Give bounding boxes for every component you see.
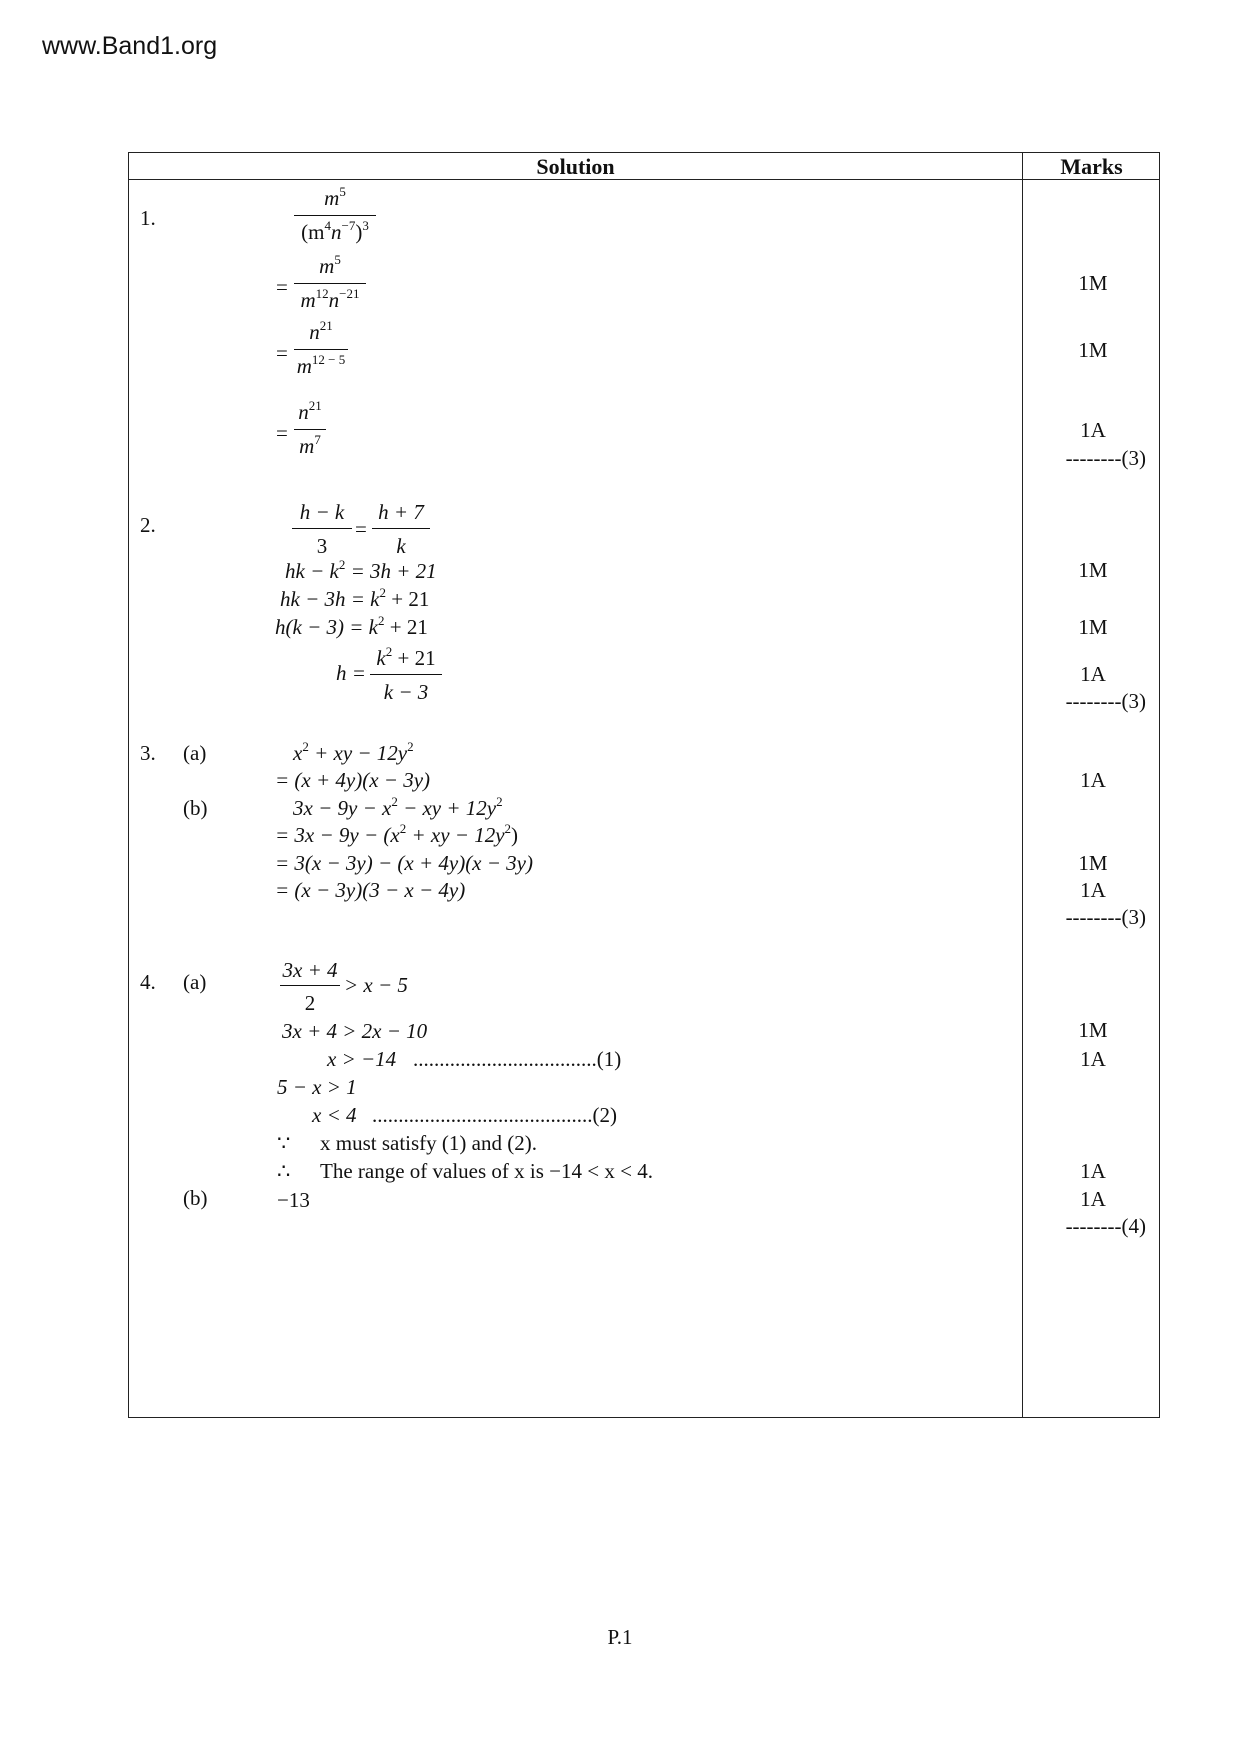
q3-b-line4: = (x − 3y)(3 − x − 4y): [275, 878, 466, 902]
q4-mark-4: 1A: [1080, 1187, 1106, 1211]
marks-header: Marks: [1060, 154, 1123, 179]
q4-line3: x > −14: [327, 1047, 397, 1071]
q1-equals-3: =: [276, 421, 288, 445]
q2-mark-1: 1M: [1078, 558, 1108, 582]
q3-mark-2: 1M: [1078, 851, 1108, 875]
q4-number: 4.: [140, 970, 156, 994]
q2-equals: =: [355, 517, 367, 541]
q4-line5-ref: ..........................................(2): [372, 1103, 617, 1127]
q4-line3-ref: ...................................(1): [413, 1047, 622, 1071]
q2-rhs-fraction: h + 7 k: [372, 500, 430, 560]
q3-part-a: (a): [183, 741, 207, 765]
q1-mark-1: 1M: [1078, 271, 1108, 295]
q2-line2: hk − $k^2 = 3h + 21$: [285, 557, 437, 583]
q4-b-answer: −13: [277, 1188, 310, 1212]
q1-equals-1: =: [276, 275, 288, 299]
q2-number: 2.: [140, 513, 156, 537]
q4-total: --------(4): [1065, 1214, 1146, 1238]
q1-line1-fraction: $m^5$ $(m^4n^{-7})^3$: [294, 186, 376, 250]
q2-line5-lhs: h =: [336, 661, 366, 685]
q1-total: --------(3): [1065, 446, 1146, 470]
q1-mark-2: 1M: [1078, 338, 1108, 362]
q3-part-b: (b): [183, 796, 208, 820]
table-header: [129, 153, 1159, 180]
q3-mark-1: 1A: [1080, 768, 1106, 792]
q1-equals-2: =: [276, 341, 288, 365]
therefore-symbol: ∴: [277, 1159, 291, 1183]
q1-line3-fraction: $n^{21}$ $m^{12 - 5}$: [294, 320, 348, 384]
q3-mark-3: 1A: [1080, 878, 1106, 902]
q4-part-b: (b): [183, 1186, 208, 1210]
column-divider: [1022, 153, 1023, 1417]
q4-line7: The range of values of x is −14 < x < 4.: [320, 1159, 653, 1183]
q4-mark-3: 1A: [1080, 1159, 1106, 1183]
q3-b-line3: = 3(x − 3y) − (x + 4y)(x − 3y): [275, 851, 533, 875]
q3-b-line2: = $3x - 9y - (x^2$ + xy − $12y^2$): [275, 821, 519, 847]
q1-line2-fraction: $m^5$ $m^{12}n^{-21}$: [294, 254, 366, 318]
q4-line4: 5 − x > 1: [277, 1075, 357, 1099]
q2-mark-2: 1M: [1078, 615, 1108, 639]
q1-number: 1.: [140, 206, 156, 230]
q3-a-line1: $x^2$ + xy − $12y^2$: [293, 739, 414, 765]
q2-line4: $h(k - 3) = k^2 + 21$: [275, 613, 428, 639]
q3-total: --------(3): [1065, 905, 1146, 929]
q4-fraction: 3x + 4 2: [280, 958, 340, 1018]
q4-mark-1: 1M: [1078, 1018, 1108, 1042]
q2-lhs-fraction: h − k 3: [292, 500, 352, 560]
q3-a-line2: = (x + 4y)(x − 3y): [275, 768, 431, 792]
q2-total: --------(3): [1065, 689, 1146, 713]
q1-line4-fraction: $n^{21}$ $m^7$: [294, 400, 326, 464]
q4-line6: x must satisfy (1) and (2).: [320, 1131, 537, 1155]
site-url[interactable]: www.Band1.org: [42, 32, 218, 60]
q3-b-line1: $3x - 9y - x^2$ − xy + $12y^2$: [293, 794, 503, 820]
q4-part-a: (a): [183, 970, 207, 994]
q4-line5: x < 4: [312, 1103, 357, 1127]
page-number: P.1: [607, 1625, 633, 1649]
q4-mark-2: 1A: [1080, 1047, 1106, 1071]
q1-mark-3: 1A: [1080, 418, 1106, 442]
solution-header: Solution: [536, 154, 615, 179]
q4-fraction-rhs: > x − 5: [344, 973, 408, 997]
because-symbol: ∵: [277, 1131, 291, 1155]
q2-mark-3: 1A: [1080, 662, 1106, 686]
q2-line3: hk − $3h = k^2 + 21$: [280, 585, 430, 611]
q3-number: 3.: [140, 741, 156, 765]
q4-line2: 3x + 4 > 2x − 10: [282, 1019, 428, 1043]
q2-line5-fraction: $k^2 + 21$ k − 3: [370, 646, 442, 706]
